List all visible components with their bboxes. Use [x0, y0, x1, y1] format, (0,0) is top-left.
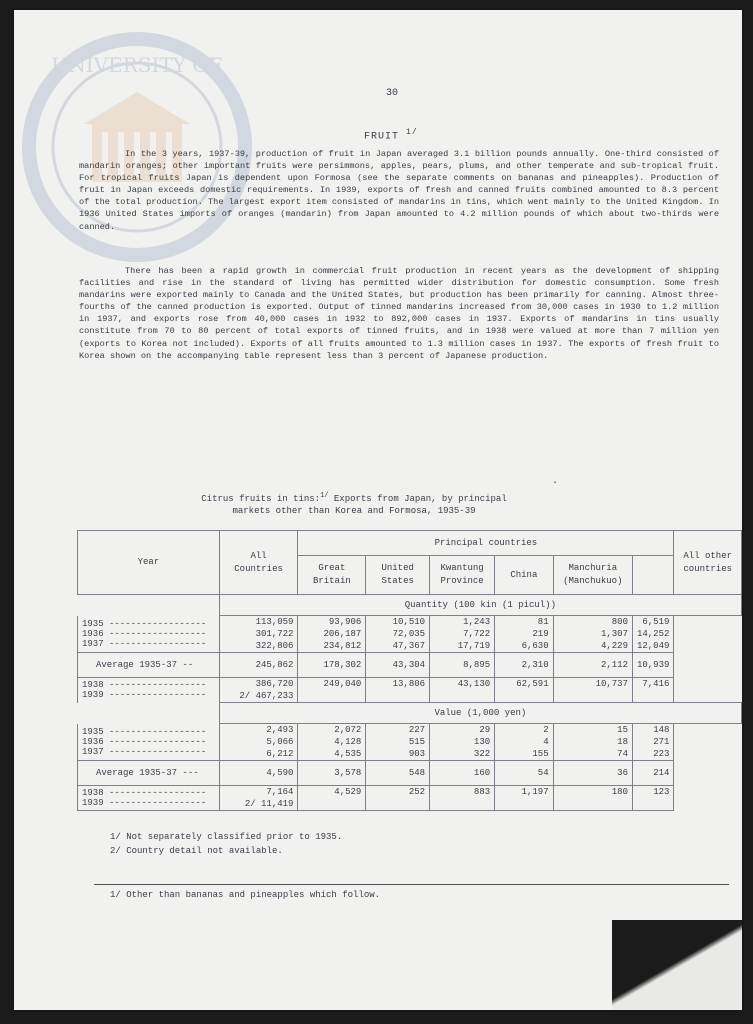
col-kwantung: Kwantung Province: [430, 556, 495, 595]
table-row: 1935 ------------------ 1936 ------------------ 1937 ------------------ 2,493 5,066 6,212 2,072 4,128 4,535 227 515 903 29 130 322 2 4 155 15 18 74 148 271 223: [78, 724, 742, 761]
col-united-states: United States: [366, 556, 430, 595]
document-page: [14, 10, 742, 1010]
table-row: Average 1935-37 --- 4,590 3,578 548 160 54 36 214: [78, 761, 742, 786]
col-manchuria: Manchuria (Manchukuo): [553, 556, 632, 595]
footnote-divider: [94, 884, 729, 885]
section-heading: FRUIT $^{1/}$: [364, 128, 418, 143]
quantity-section-label: Quantity (100 kin (1 picul)): [219, 595, 741, 616]
paragraph-2: There has been a rapid growth in commercial fruit production in recent years as the development of shipping facilities and rise in the standard of living has permitted wider distribution for domestic consumption. Some fresh mandarins were exported mainly to Canada and the United States, but production has been primarily for canning. Almost three-fourths of the canned production is exported. Output of tinned mandarins increased from 30,000 cases in 1930 to 1.2 million in 1937, and exports rose from 40,000 cases in 1932 to 892,000 cases in 1937. Exports of mandarins in tins usually constitute from 70 to 80 percent of total exports of tinned fruits, and in 1938 were valued at more than 7 million yen (exports to Korea not included). Exports of all fruits amounted to 1.3 million cases in 1937. The exports of fresh fruit to Korea shown on the accompanying table represent less than 3 percent of Japanese production.: [79, 266, 719, 361]
col-principal-countries: Principal countries: [298, 531, 674, 556]
col-all-countries: All Countries: [219, 531, 298, 595]
table-row: 1938 ------------------ 1939 ------------------ 7,164 2/ 11,419 4,529 252 883 1,197 180 123: [78, 786, 742, 811]
heading-footnote-mark: 1/: [406, 128, 418, 137]
footnote-2: 2/ Country detail not available.: [110, 846, 283, 856]
footnote-3: 1/ Other than bananas and pineapples which follow.: [110, 890, 381, 900]
table-title: Citrus fruits in tins:$^{1/}$ Exports from Japan, by principal markets other than Korea and Formosa, 1935-39: [201, 492, 507, 516]
col-year: Year: [78, 531, 220, 595]
footnote-1: 1/ Not separately classified prior to 1935.: [110, 832, 343, 842]
col-all-other: All other countries: [674, 531, 742, 595]
value-section-label: Value (1,000 yen): [219, 703, 741, 724]
table-row: 1938 ------------------ 1939 ------------------ 386,720 2/ 467,233 249,040 13,806 43,130 62,591 10,737 7,416: [78, 678, 742, 703]
table-row: 1935 ------------------ 1936 ------------------ 1937 ------------------ 113,059 301,722 322,806 93,906 206,187 234,812 10,510 72,035 47,367 1,243 7,722 17,719 81 219 6,630 800 1,307 4,229 6,519 14,252 12,049: [78, 616, 742, 653]
col-china: China: [495, 556, 553, 595]
page-number: 30: [386, 88, 399, 99]
stray-mark: .: [552, 476, 559, 487]
paragraph-1: In the 3 years, 1937-39, production of fruit in Japan averaged 3.1 billion pounds annually. One-third consisted of mandarin oranges; other important fruits were persimmons, apples, pears, plums, and other temperate and sub-tropical fruit. For tropical fruits Japan is dependent upon Formosa (see the separate comments on bananas and pineapples). Production of fruit in Japan exceeds domestic requirements. In 1939, exports of fresh and canned fruits combined amounted to 8.3 percent of the total production. The largest export item consisted of mandarins in tins, which went mainly to the United Kingdom. In 1936 United States imports of oranges (mandarin) from Japan amounted to 4.2 million pounds of which about two-thirds were canned.: [79, 149, 719, 232]
page-corner-curl: [612, 920, 742, 1010]
col-great-britain: Great Britain: [298, 556, 366, 595]
svg-text:UNIVERSITY OF: UNIVERSITY OF: [51, 53, 223, 77]
table-row: Average 1935-37 -- 245,862 178,302 43,304 8,895 2,310 2,112 10,939: [78, 653, 742, 678]
citrus-exports-table: [77, 530, 742, 811]
